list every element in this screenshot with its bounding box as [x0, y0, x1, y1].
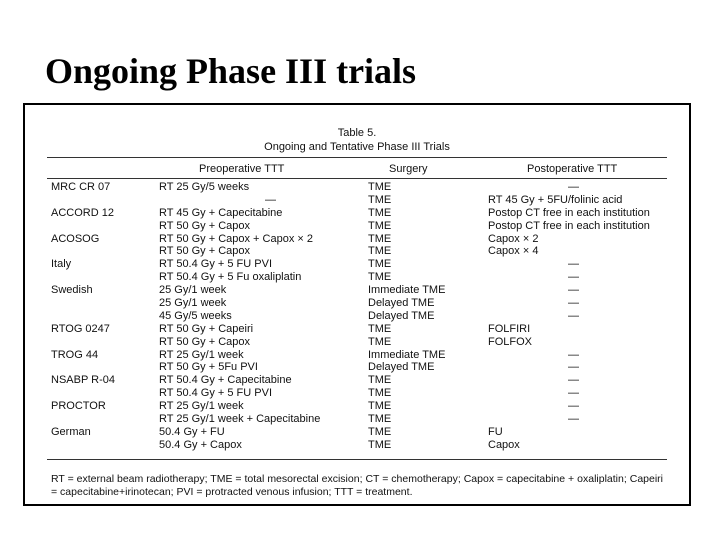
surgery-cell: TME: [368, 219, 392, 232]
trial-cell: MRC CR 07: [51, 181, 111, 193]
surgery-cell: TME: [368, 374, 392, 387]
preoperative-cell: —: [265, 193, 276, 206]
postoperative-cell: —: [568, 387, 579, 400]
postoperative-cell: —: [568, 413, 579, 426]
postoperative-cell: —: [568, 400, 579, 413]
postoperative-cell: —: [568, 181, 579, 193]
postoperative-cell: —: [568, 309, 579, 322]
trial-cell: ACCORD 12: [51, 206, 114, 219]
surgery-cell: TME: [368, 413, 392, 426]
postoperative-cell: —: [568, 348, 579, 361]
table-row: [47, 258, 667, 271]
table-row: [47, 271, 667, 284]
preoperative-cell: RT 50 Gy + Capox + Capox × 2: [159, 232, 313, 245]
trial-cell: German: [51, 425, 91, 438]
surgery-cell: TME: [368, 206, 392, 219]
postoperative-cell: —: [568, 297, 579, 310]
preoperative-cell: RT 50.4 Gy + 5 Fu oxaliplatin: [159, 271, 302, 284]
table-row: [47, 207, 667, 220]
table-row: [47, 413, 667, 426]
table-row: [47, 336, 667, 349]
table-row: [47, 284, 667, 297]
preoperative-cell: RT 25 Gy/1 week: [159, 400, 244, 413]
table-row: [47, 233, 667, 246]
table-title: Table 5.: [337, 127, 377, 139]
surgery-cell: TME: [368, 400, 392, 413]
surgery-cell: Delayed TME: [368, 361, 435, 374]
preoperative-cell: 25 Gy/1 week: [159, 297, 227, 310]
postoperative-cell: Postop CT free in each institution: [488, 206, 650, 219]
trial-cell: RTOG 0247: [51, 322, 110, 335]
postoperative-cell: —: [568, 258, 579, 271]
table-container: [47, 125, 667, 503]
table-figure: [23, 103, 691, 506]
table-row: [47, 194, 667, 207]
postoperative-cell: FOLFIRI: [488, 322, 531, 335]
preoperative-cell: RT 50 Gy + Capox: [159, 335, 251, 348]
preoperative-cell: 25 Gy/1 week: [159, 284, 227, 297]
header-preoperative: Preoperative TTT: [199, 163, 285, 175]
preoperative-cell: RT 50 Gy + Capox: [159, 219, 251, 232]
table-row: [47, 387, 667, 400]
header-bottom-rule: [47, 178, 667, 179]
table-footnote: RT = external beam radiotherapy; TME = total mesorectal excision; CT = chemotherapy; Capox = capecitabine + oxaliplatin; Capeiri = capecitabine+irinotecan; PVI = protracted venous infusion; TTT = treatment.: [51, 473, 663, 498]
table-body: [47, 181, 667, 452]
preoperative-cell: RT 25 Gy/1 week: [159, 348, 244, 361]
table-row: [47, 374, 667, 387]
table-row: [47, 323, 667, 336]
postoperative-cell: Postop CT free in each institution: [488, 219, 650, 232]
postoperative-cell: FOLFOX: [488, 335, 533, 348]
table-subtitle: Ongoing and Tentative Phase III Trials: [264, 141, 450, 153]
surgery-cell: TME: [368, 322, 392, 335]
table-row: [47, 439, 667, 452]
table-row: [47, 361, 667, 374]
table-row: [47, 349, 667, 362]
postoperative-cell: Capox × 4: [488, 245, 539, 258]
table-row: [47, 220, 667, 233]
preoperative-cell: RT 50 Gy + Capox: [159, 245, 251, 258]
surgery-cell: Immediate TME: [368, 348, 446, 361]
preoperative-cell: RT 25 Gy/5 weeks: [159, 181, 250, 193]
surgery-cell: TME: [368, 258, 392, 271]
surgery-cell: TME: [368, 335, 392, 348]
postoperative-cell: —: [568, 271, 579, 284]
surgery-cell: TME: [368, 387, 392, 400]
trial-cell: TROG 44: [51, 348, 99, 361]
surgery-cell: TME: [368, 245, 392, 258]
surgery-cell: TME: [368, 425, 392, 438]
preoperative-cell: 50.4 Gy + Capox: [159, 438, 242, 451]
table-row: [47, 297, 667, 310]
postoperative-cell: RT 45 Gy + 5FU/folinic acid: [488, 193, 623, 206]
trial-cell: Swedish: [51, 284, 93, 297]
preoperative-cell: RT 50.4 Gy + 5 FU PVI: [159, 387, 273, 400]
postoperative-cell: —: [568, 374, 579, 387]
surgery-cell: Immediate TME: [368, 284, 446, 297]
surgery-cell: TME: [368, 181, 392, 193]
trial-cell: PROCTOR: [51, 400, 106, 413]
header-top-rule: [47, 157, 667, 158]
surgery-cell: TME: [368, 232, 392, 245]
table-row: [47, 245, 667, 258]
postoperative-cell: FU: [488, 425, 503, 438]
postoperative-cell: Capox × 2: [488, 232, 539, 245]
surgery-cell: Delayed TME: [368, 309, 435, 322]
trial-cell: NSABP R-04: [51, 374, 115, 387]
preoperative-cell: 45 Gy/5 weeks: [159, 309, 232, 322]
preoperative-cell: RT 45 Gy + Capecitabine: [159, 206, 283, 219]
header-surgery: Surgery: [389, 163, 428, 175]
postoperative-cell: Capox: [488, 438, 520, 451]
table-row: [47, 400, 667, 413]
trial-cell: ACOSOG: [51, 232, 100, 245]
table-row: [47, 181, 667, 194]
surgery-cell: TME: [368, 271, 392, 284]
trial-cell: Italy: [51, 258, 72, 271]
table-row: [47, 310, 667, 323]
postoperative-cell: —: [568, 361, 579, 374]
header-postoperative: Postoperative TTT: [527, 163, 618, 175]
surgery-cell: TME: [368, 193, 392, 206]
preoperative-cell: 50.4 Gy + FU: [159, 425, 225, 438]
surgery-cell: Delayed TME: [368, 297, 435, 310]
postoperative-cell: —: [568, 284, 579, 297]
preoperative-cell: RT 50.4 Gy + 5 FU PVI: [159, 258, 273, 271]
preoperative-cell: RT 50 Gy + 5Fu PVI: [159, 361, 258, 374]
table-row: [47, 426, 667, 439]
preoperative-cell: RT 50.4 Gy + Capecitabine: [159, 374, 292, 387]
preoperative-cell: RT 25 Gy/1 week + Capecitabine: [159, 413, 321, 426]
surgery-cell: TME: [368, 438, 392, 451]
table-bottom-rule: [47, 459, 667, 460]
slide-title: Ongoing Phase III trials: [45, 51, 417, 91]
preoperative-cell: RT 50 Gy + Capeiri: [159, 322, 254, 335]
